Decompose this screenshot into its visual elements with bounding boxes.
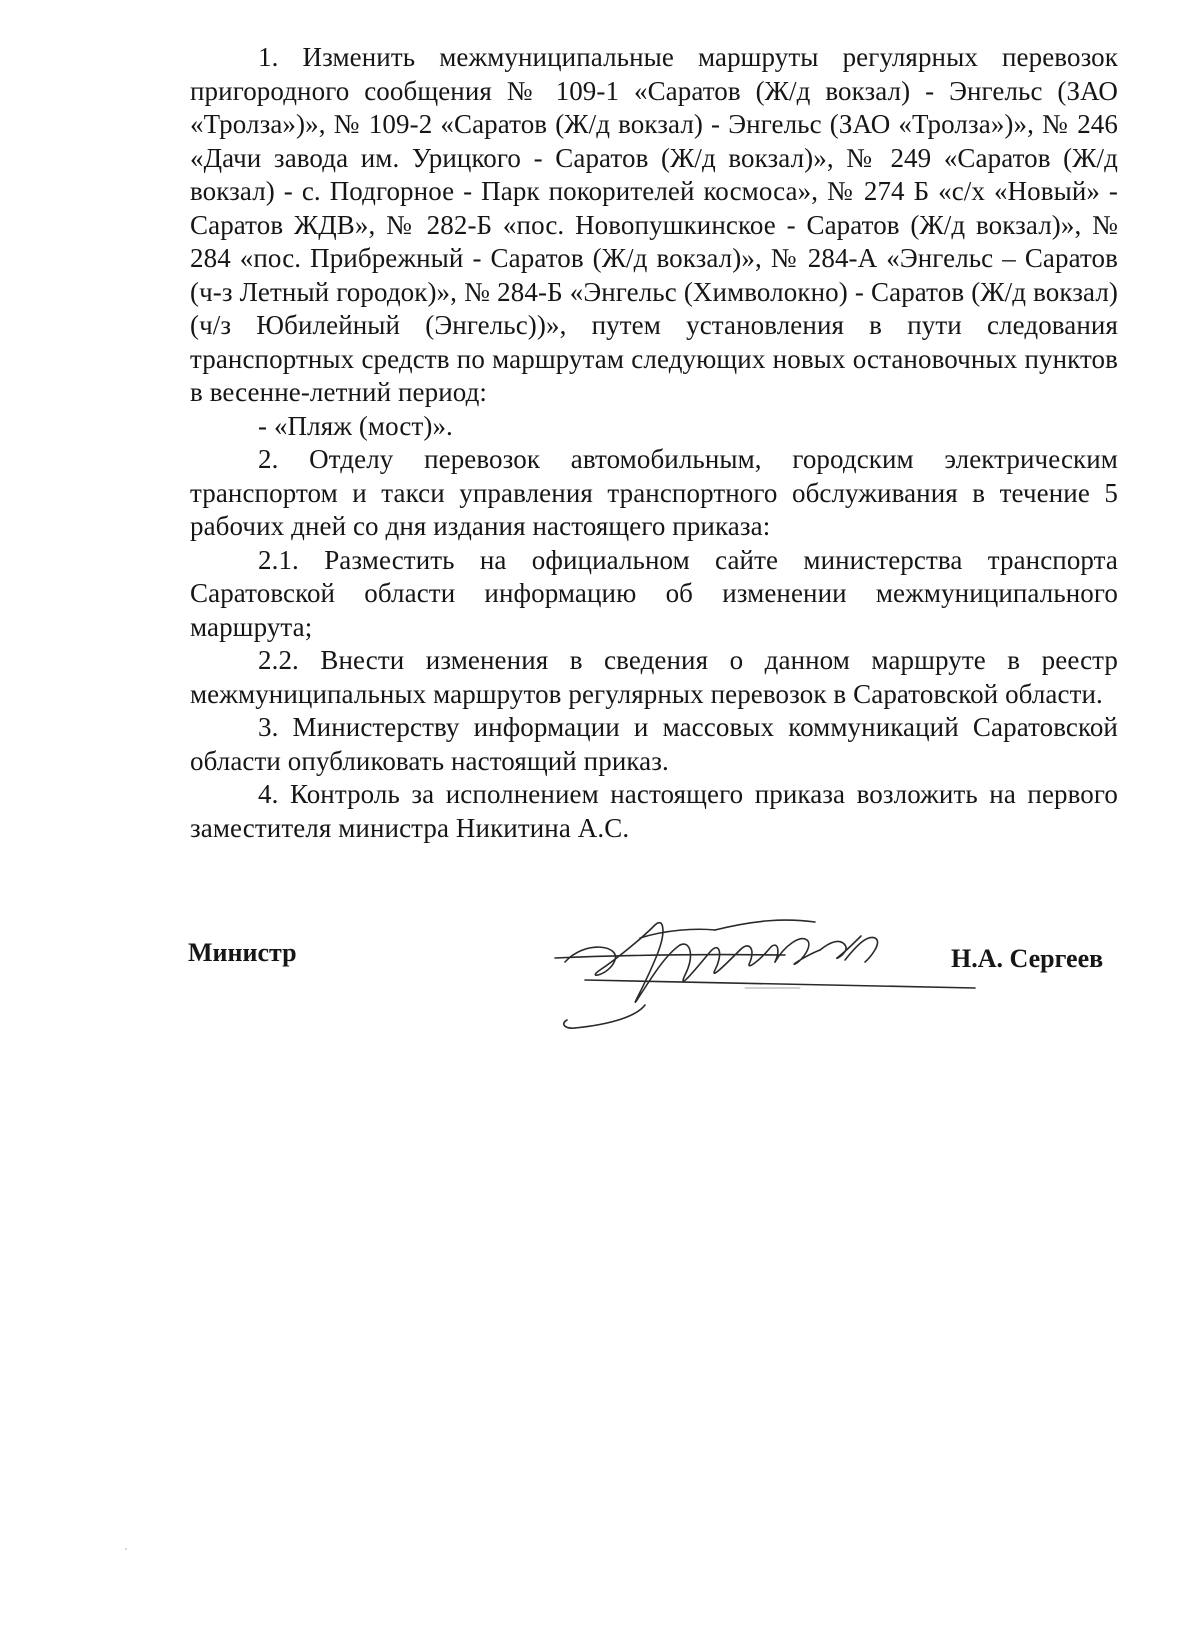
paragraph-2-1: 2.1. Разместить на официальном сайте министерства транспорта Саратовской области информацию об изменении межмуниципального маршрута; <box>190 544 1118 642</box>
signatory-title: Министр <box>188 938 297 967</box>
signatory-name: Н.А. Сергеев <box>951 944 1104 973</box>
paragraph-2: 2. Отделу перевозок автомобильным, городским электрическим транспортом и такси управления транспортного обслуживания в течение 5 рабочих дней со дня издания настоящего приказа: <box>190 444 1118 541</box>
paragraph-3: 3. Министерству информации и массовых коммуникаций Саратовской области опубликовать настоящий приказ. <box>190 712 1118 776</box>
handwritten-signature <box>545 900 990 1030</box>
paragraph-4: 4. Контроль за исполнением настоящего приказа возложить на первого заместителя министра Никитина А.С. <box>190 779 1118 843</box>
paragraph-2-2: 2.2. Внести изменения в сведения о данном маршруте в реестр межмуниципальных маршрутов регулярных перевозок в Саратовской области. <box>190 645 1118 709</box>
paragraph-1: 1. Изменить межмуниципальные маршруты регулярных перевозок пригородного сообщения № 109-1 «Саратов (Ж/д вокзал) - Энгельс (ЗАО «Тролза»)», № 109-2 «Саратов (Ж/д вокзал) - Энгельс (ЗАО «Тролза»)», № 246 «Дачи завода им. Урицкого - Саратов (Ж/д вокзал)», № 249 «Саратов (Ж/д вокзал) - с. Подгорное - Парк покорителей космоса», № 274 Б «с/х «Новый» - Саратов ЖДВ», № 282-Б «пос. Новопушкинское - Саратов (Ж/д вокзал)», № 284 «пос. Прибрежный - Саратов (Ж/д вокзал)», № 284-А «Энгельс – Саратов (ч-з Летный городок)», № 284-Б «Энгельс (Химволокно) - Саратов (Ж/д вокзал) (ч/з Юбилейный (Энгельс))», путем установления в пути следования транспортных средств по маршрутам следующих новых остановочных пунктов в весенне-летний период: <box>190 42 1118 407</box>
scan-artifact <box>125 1548 127 1550</box>
paragraph-stop-item: - «Пляж (мост)». <box>258 410 453 441</box>
